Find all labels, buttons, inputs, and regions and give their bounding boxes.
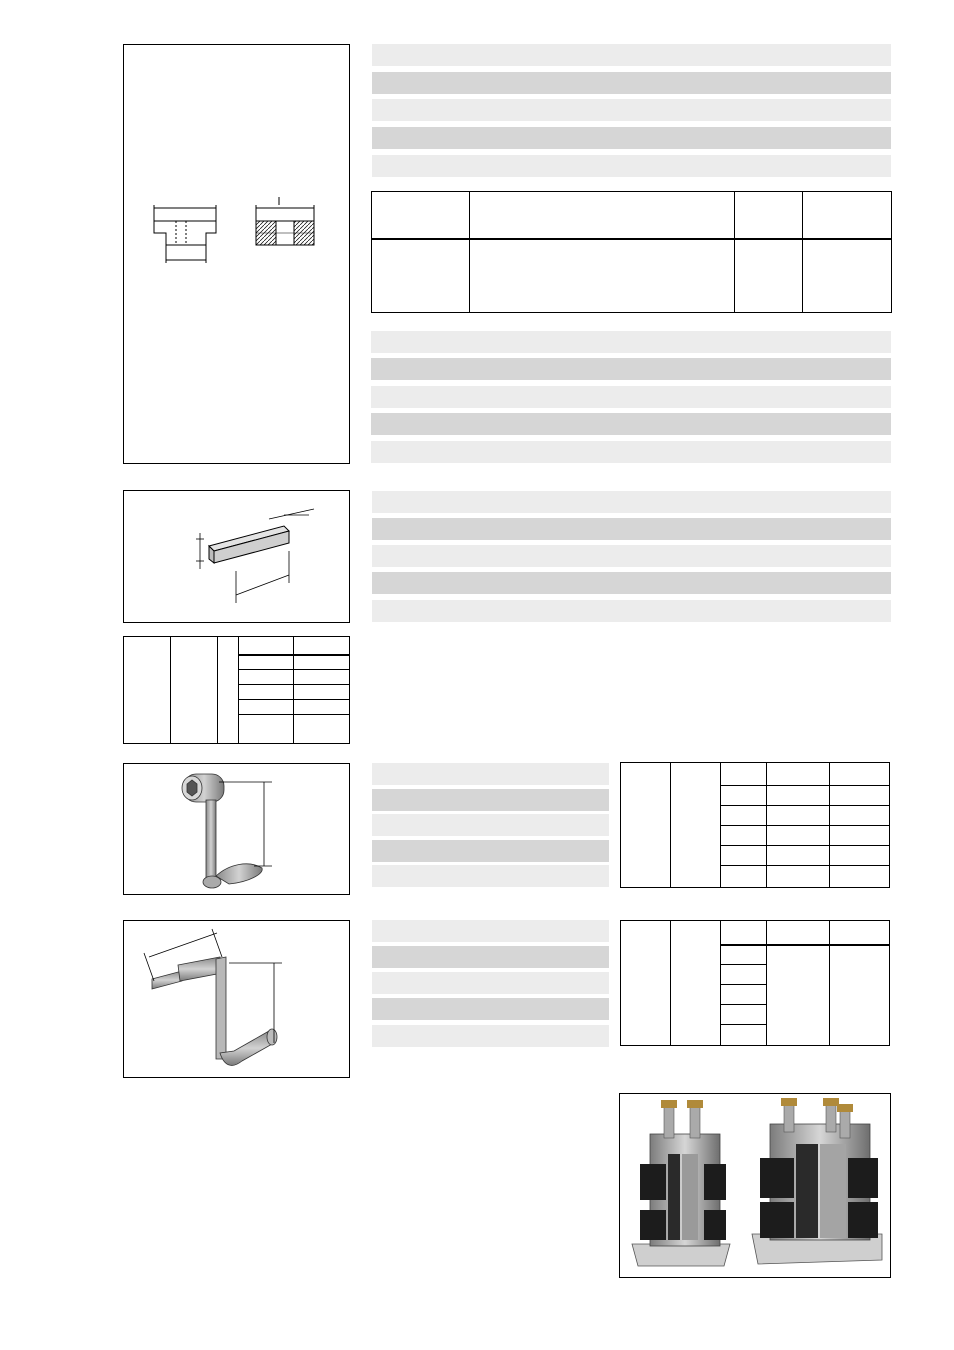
crank-bar-3 xyxy=(372,814,609,836)
spec-bar-3 xyxy=(372,99,891,121)
table-header-cell xyxy=(721,763,767,786)
table-cell xyxy=(721,1025,767,1046)
table-cell xyxy=(735,239,803,313)
table-cell xyxy=(239,700,294,715)
lcrank-bar-3 xyxy=(372,972,609,994)
table-cell xyxy=(721,866,767,888)
table-cell xyxy=(671,763,721,888)
table-cell xyxy=(721,945,767,965)
table-cell xyxy=(124,637,171,744)
table-header-cell xyxy=(294,637,350,655)
table-cell xyxy=(171,637,218,744)
table-cell xyxy=(803,239,892,313)
table-header-cell xyxy=(830,763,890,786)
table-cell xyxy=(239,715,294,744)
crank-bar-4 xyxy=(372,840,609,862)
table-cell xyxy=(372,239,470,313)
table-header-cell xyxy=(721,921,767,945)
table-cell xyxy=(294,670,350,685)
table-cell xyxy=(294,715,350,744)
spec-bar-4 xyxy=(372,127,891,149)
l-crank-handle xyxy=(124,921,351,1079)
table-cell xyxy=(239,670,294,685)
t-slot-drawing-panel xyxy=(123,44,350,464)
spec-bar-7 xyxy=(371,358,891,380)
table-cell xyxy=(470,239,735,313)
table-cell xyxy=(218,637,239,744)
vise-clamping-tower-photo xyxy=(620,1094,890,1277)
crank-spec-table xyxy=(620,762,890,888)
table-header-cell xyxy=(830,921,890,945)
jaw-bar-1 xyxy=(372,491,891,513)
table-header-cell xyxy=(470,192,735,239)
table-cell xyxy=(767,786,830,806)
crank-handle-panel xyxy=(123,763,350,895)
table-cell xyxy=(767,945,830,1046)
jaw-bar-2 xyxy=(372,518,891,540)
spec-bar-8 xyxy=(371,386,891,408)
spec-bar-2 xyxy=(372,72,891,94)
table-header-cell xyxy=(372,192,470,239)
spec-bar-6 xyxy=(371,331,891,353)
l-crank-spec-table xyxy=(620,920,890,1046)
table-cell xyxy=(294,655,350,670)
table-cell xyxy=(830,786,890,806)
jaw-bar-4 xyxy=(372,572,891,594)
table-cell xyxy=(830,846,890,866)
table-cell xyxy=(721,826,767,846)
table-cell xyxy=(294,685,350,700)
table-cell xyxy=(767,846,830,866)
crank-bar-2 xyxy=(372,789,609,811)
lcrank-bar-5 xyxy=(372,1025,609,1047)
jaw-bar-3 xyxy=(372,545,891,567)
table-cell xyxy=(294,700,350,715)
jaw-bar-5 xyxy=(372,600,891,622)
spec-bar-9 xyxy=(371,413,891,435)
table-cell xyxy=(721,1005,767,1025)
spec-bar-1 xyxy=(372,44,891,66)
t-slot-spec-table xyxy=(371,191,892,313)
table-cell xyxy=(671,921,721,1046)
table-cell xyxy=(621,921,671,1046)
lcrank-bar-1 xyxy=(372,920,609,942)
table-cell xyxy=(830,945,890,1046)
table-header-cell xyxy=(767,921,830,945)
crank-handle-with-knob xyxy=(124,764,351,896)
crank-bar-1 xyxy=(372,763,609,785)
table-header-cell xyxy=(803,192,892,239)
table-cell xyxy=(830,826,890,846)
table-cell xyxy=(767,806,830,826)
vise-photo-panel xyxy=(619,1093,891,1278)
table-cell xyxy=(767,866,830,888)
table-cell xyxy=(721,786,767,806)
table-header-cell xyxy=(239,637,294,655)
crank-bar-5 xyxy=(372,865,609,887)
table-header-cell xyxy=(767,763,830,786)
jaw-strip-drawing xyxy=(124,491,351,624)
table-header-cell xyxy=(735,192,803,239)
table-cell xyxy=(721,806,767,826)
table-cell xyxy=(721,985,767,1005)
spec-bar-5 xyxy=(372,155,891,177)
table-cell xyxy=(830,806,890,826)
lcrank-bar-2 xyxy=(372,946,609,968)
l-crank-panel xyxy=(123,920,350,1078)
table-cell xyxy=(239,685,294,700)
t-slot-nut-cross-section-drawing xyxy=(124,45,351,465)
table-cell xyxy=(721,965,767,985)
jaw-spec-table xyxy=(123,636,350,744)
table-cell xyxy=(830,866,890,888)
spec-bar-10 xyxy=(371,441,891,463)
jaw-strip-drawing-panel xyxy=(123,490,350,623)
table-cell xyxy=(621,763,671,888)
lcrank-bar-4 xyxy=(372,998,609,1020)
table-cell xyxy=(239,655,294,670)
table-cell xyxy=(767,826,830,846)
table-cell xyxy=(721,846,767,866)
